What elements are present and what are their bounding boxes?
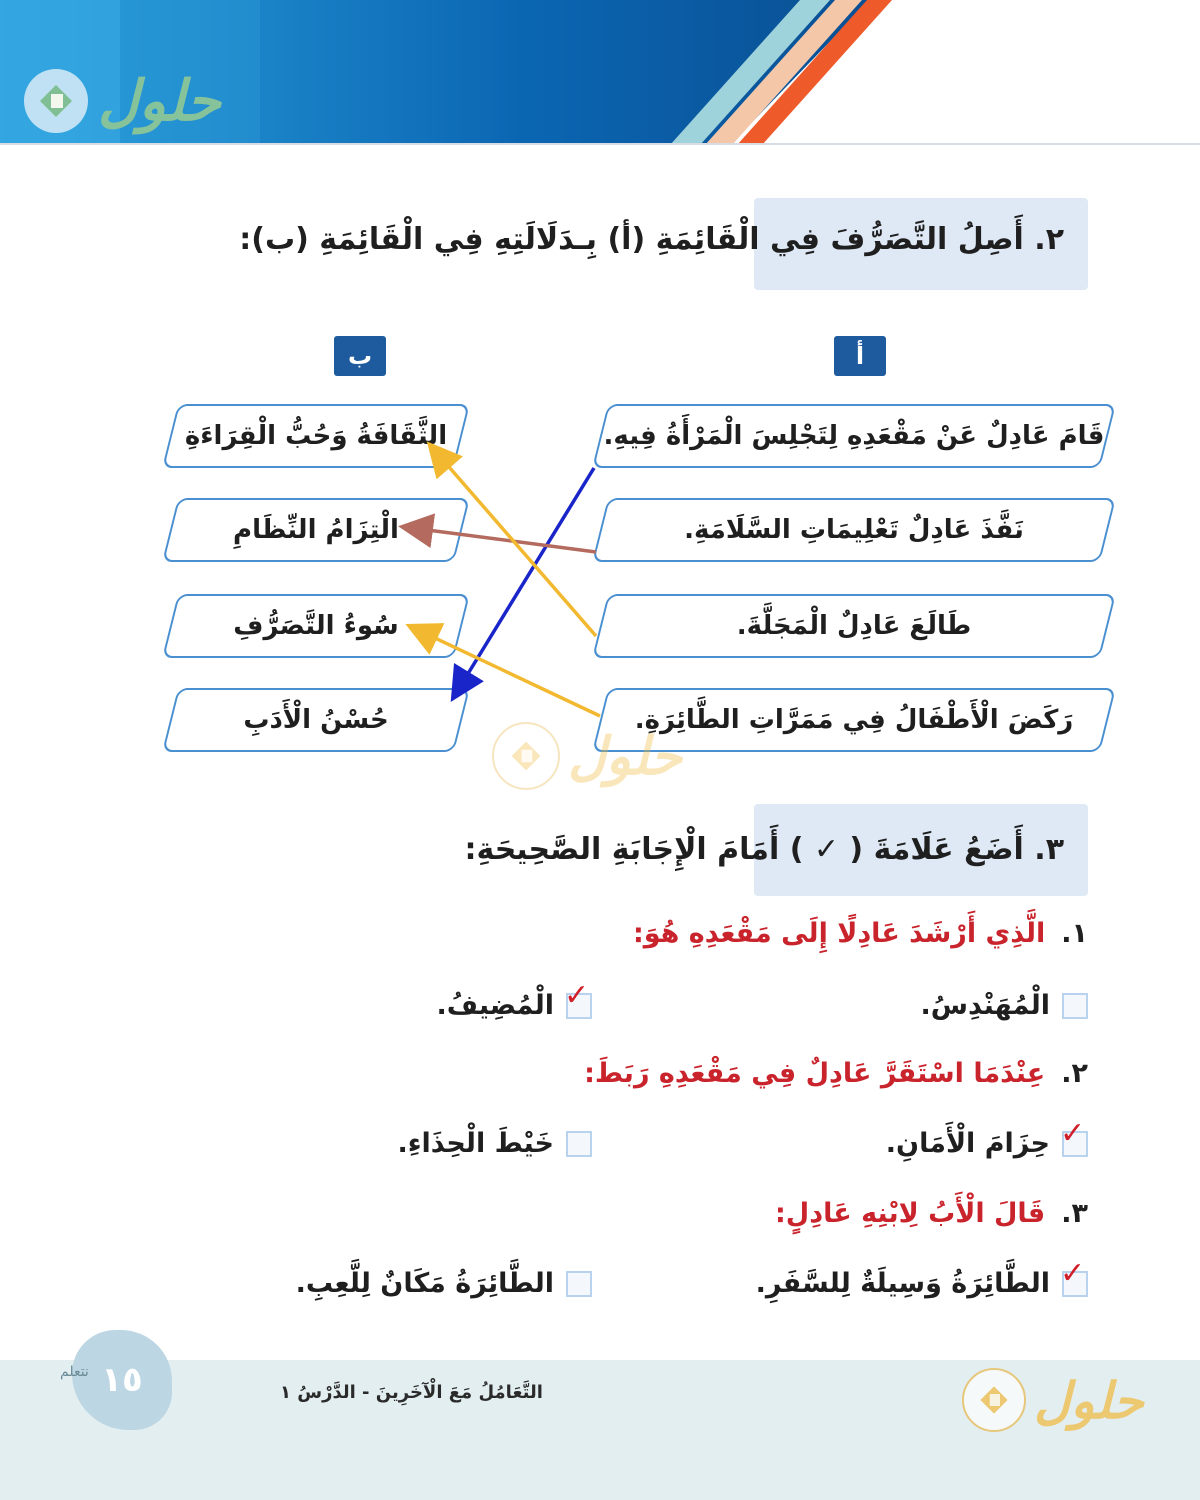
option-3b[interactable]: الطَّائِرَةُ مَكَانٌ لِلَّعِبِ. <box>296 1268 592 1299</box>
sub-question-1: ١. الَّذِي أَرْشَدَ عَادِلًا إِلَى مَقْعَدِهِ هُوَ: <box>632 918 1088 949</box>
check-mark-icon: ✓ <box>1060 1255 1086 1291</box>
option-3a[interactable]: ✓ الطَّائِرَةُ وَسِيلَةٌ لِلسَّفَرِ. <box>756 1268 1088 1299</box>
brand-logo-bottom: حلول <box>962 1368 1144 1432</box>
unit-label: نتعلم <box>60 1364 89 1380</box>
sub-question-3: ٣. قَالَ الْأَبُ لِابْنِهِ عَادِلٍ: <box>775 1198 1088 1229</box>
question-3-heading <box>464 804 1088 896</box>
brand-name: حلول <box>98 68 221 134</box>
option-1b[interactable]: ✓ الْمُضِيفُ. <box>436 990 592 1021</box>
list-b-item-1: الثَّقَافَةُ وَحُبُّ الْقِرَاءَةِ <box>170 404 462 468</box>
column-b-badge: ب <box>334 336 386 376</box>
column-a-badge: أ <box>834 336 886 376</box>
match-line-1 <box>458 468 594 690</box>
book-emblem-icon <box>24 69 88 133</box>
checkbox-checked[interactable] <box>1060 1115 1088 1157</box>
sub-question-2: ٢. عِنْدَمَا اسْتَقَرَّ عَادِلٌ فِي مَقْعَدِهِ رَبَطَ: <box>584 1058 1088 1089</box>
option-1a[interactable]: الْمُهَنْدِسُ. <box>921 990 1088 1021</box>
lesson-label: التَّعَامُلُ مَعَ الْآخَرِينَ - الدَّرْسُ ١ <box>280 1382 543 1403</box>
list-a-item-2: نَفَّذَ عَادِلٌ تَعْلِيمَاتِ السَّلَامَةِ. <box>600 498 1108 562</box>
option-2b[interactable]: خَيْطَ الْحِذَاءِ. <box>397 1128 592 1159</box>
brand-watermark-middle: حلول <box>492 722 682 790</box>
checkbox[interactable] <box>1062 993 1088 1019</box>
check-mark-icon: ✓ <box>564 977 590 1013</box>
list-b-item-4: حُسْنُ الْأَدَبِ <box>170 688 462 752</box>
question-3-title: ٣. أَضَعُ عَلَامَةَ ( ✓ ) أَمَامَ الْإِجَابَةِ الصَّحِيحَةِ: <box>464 832 1064 867</box>
list-a-item-4: رَكَضَ الْأَطْفَالُ فِي مَمَرَّاتِ الطَّائِرَةِ. <box>600 688 1108 752</box>
check-mark-icon: ✓ <box>1060 1115 1086 1151</box>
checkbox-checked[interactable] <box>1060 1255 1088 1297</box>
list-a-item-1: قَامَ عَادِلٌ عَنْ مَقْعَدِهِ لِتَجْلِسَ الْمَرْأَةُ فِيهِ. <box>600 404 1108 468</box>
list-a-item-3: طَالَعَ عَادِلٌ الْمَجَلَّةَ. <box>600 594 1108 658</box>
list-b-item-2: الْتِزَامُ النِّظَامِ <box>170 498 462 562</box>
checkbox[interactable] <box>566 1271 592 1297</box>
page-number-badge: ١٥ <box>72 1330 172 1430</box>
checkbox[interactable] <box>566 1131 592 1157</box>
question-2-title: ٢. أَصِلُ التَّصَرُّفَ فِي الْقَائِمَةِ (أ) بِـدَلَالَتِهِ فِي الْقَائِمَةِ (ب): <box>239 222 1064 257</box>
checkbox-checked[interactable] <box>564 977 592 1019</box>
option-2a[interactable]: ✓ حِزَامَ الْأَمَانِ. <box>886 1128 1088 1159</box>
book-emblem-icon <box>492 722 560 790</box>
question-2-heading <box>239 198 1088 290</box>
brand-logo-top <box>24 68 221 134</box>
list-b-item-3: سُوءُ التَّصَرُّفِ <box>170 594 462 658</box>
book-emblem-icon <box>962 1368 1026 1432</box>
